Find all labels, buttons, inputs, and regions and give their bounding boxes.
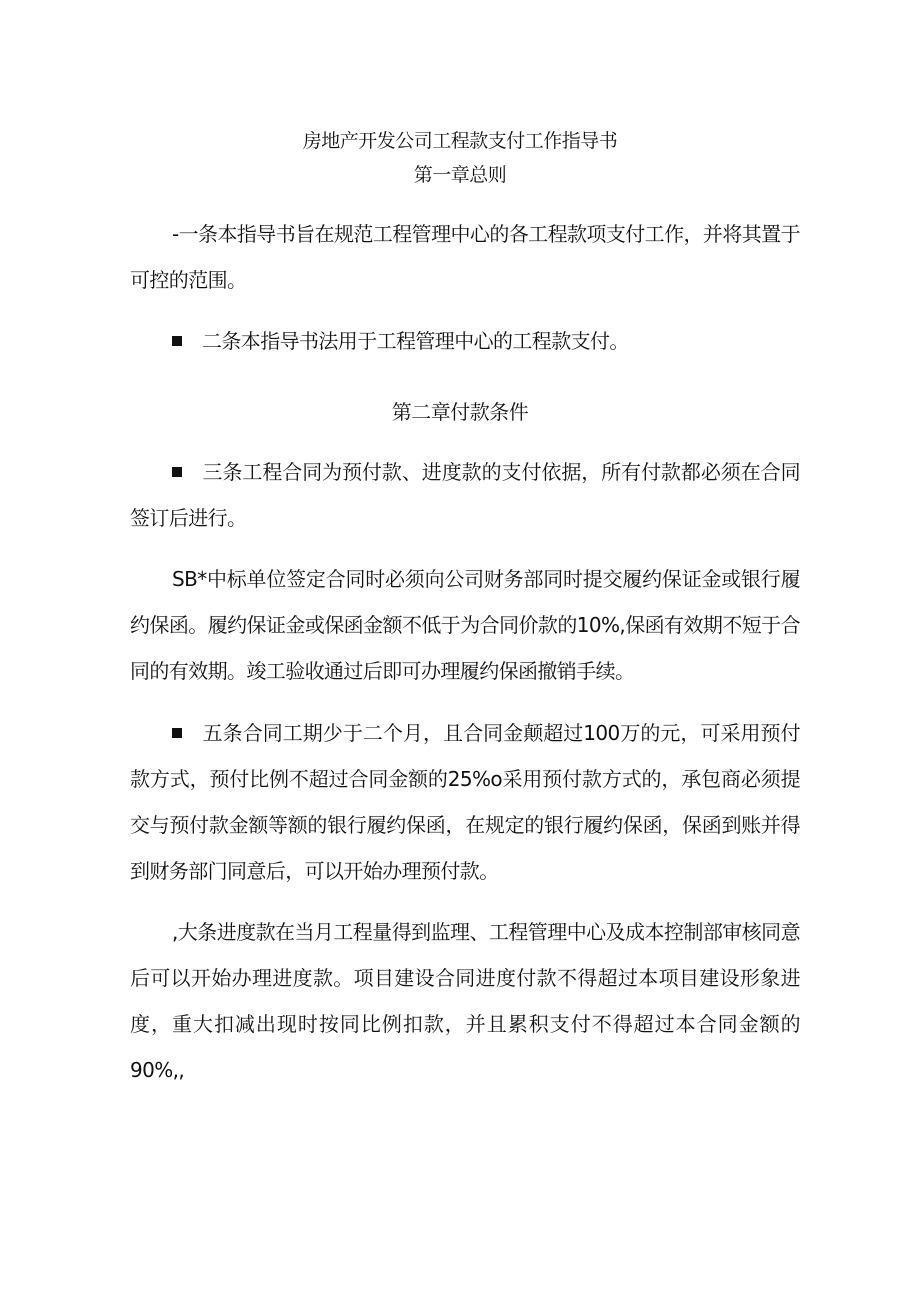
article-5 [130, 710, 800, 894]
article-5-text: 五条合同工期少于二个月，且合同金颠超过100万的元，可采用预付款方式，预付比例不超过合同金额的25%o采用预付款方式的，承包商必须提交与预付款金额等额的银行履约保函，在规定的银行履约保函，保函到账并得到财务部门同意后，可以开始办理预付款。 [130, 721, 800, 883]
article-3-text: 三条工程合同为预付款、进度款的支付依据，所有付款都必须在合同签订后进行。 [130, 460, 800, 530]
article-3 [130, 449, 800, 541]
article-1-text: -一条本指导书旨在规范工程管理中心的各工程款项支付工作，并将其置于可控的范围。 [130, 222, 800, 292]
bullet-square-icon [172, 336, 182, 346]
article-2-text: 二条本指导书法用于工程管理中心的工程款支付。 [202, 329, 629, 353]
article-6 [130, 909, 800, 1093]
bullet-square-icon [172, 728, 182, 738]
article-4-text: SB*中标单位签定合同时必须向公司财务部同时提交履约保证金或银行履约保函。履约保证金或保函金额不低于为合同价款的10%,保函有效期不短于合同的有效期。竣工验收通过后即可办理履约保函撤销手续。 [130, 567, 800, 683]
article-2 [130, 318, 800, 364]
bullet-square-icon [172, 467, 182, 477]
document-title: 房地产开发公司工程款支付工作指导书 [302, 130, 618, 152]
chapter-1-heading: 第一章总则 [413, 164, 507, 186]
chapter-2-heading: 第二章付款条件 [391, 400, 529, 424]
article-6-text: ,大条进度款在当月工程量得到监理、工程管理中心及成本控制部审核同意后可以开始办理进度款。项目建设合同进度付款不得超过本项目建设形象进度，重大扣减出现时按同比例扣款，并且累积支付不得超过本合同金额的90%,, [130, 920, 800, 1082]
article-1 [130, 211, 800, 303]
article-4 [130, 556, 800, 694]
